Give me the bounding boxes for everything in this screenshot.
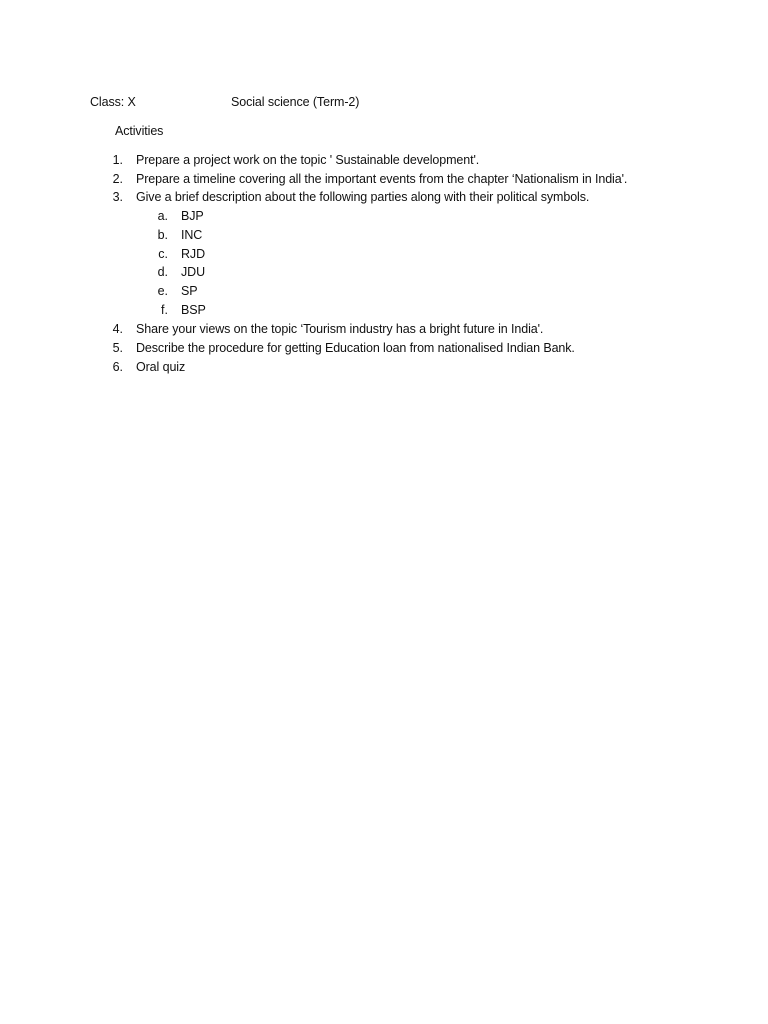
list-item: Give a brief description about the following parties along with their political symbols. xyxy=(136,190,590,204)
subject-title: Social science (Term-2) xyxy=(231,95,360,109)
list-item: Share your views on the topic ‘Tourism industry has a bright future in India'. xyxy=(136,322,544,336)
list-item: Prepare a project work on the topic ' Sustainable development'. xyxy=(136,153,480,167)
list-marker: 1. xyxy=(112,153,123,167)
list-item: Describe the procedure for getting Education loan from nationalised Indian Bank. xyxy=(136,341,575,355)
list-marker: 6. xyxy=(112,360,123,374)
sublist-item: BJP xyxy=(181,209,204,223)
list-item: Prepare a timeline covering all the important events from the chapter ‘Nationalism in India'. xyxy=(136,172,628,186)
sublist-marker: c. xyxy=(158,247,168,261)
section-title: Activities xyxy=(115,124,164,138)
list-marker: 2. xyxy=(112,172,123,186)
sublist-item: RJD xyxy=(181,247,206,261)
sublist-marker: e. xyxy=(157,284,168,298)
sublist-marker: a. xyxy=(157,209,168,223)
list-marker: 3. xyxy=(112,190,123,204)
sublist-marker: d. xyxy=(157,265,168,279)
sublist-item: INC xyxy=(181,228,203,242)
sublist-marker: f. xyxy=(161,303,168,317)
sublist-item: SP xyxy=(181,284,198,298)
sublist-item: JDU xyxy=(181,265,206,279)
list-marker: 4. xyxy=(112,322,123,336)
class-label: Class: X xyxy=(90,95,136,109)
sublist-item: BSP xyxy=(181,303,206,317)
list-marker: 5. xyxy=(112,341,123,355)
list-item: Oral quiz xyxy=(136,360,186,374)
sublist-marker: b. xyxy=(157,228,168,242)
